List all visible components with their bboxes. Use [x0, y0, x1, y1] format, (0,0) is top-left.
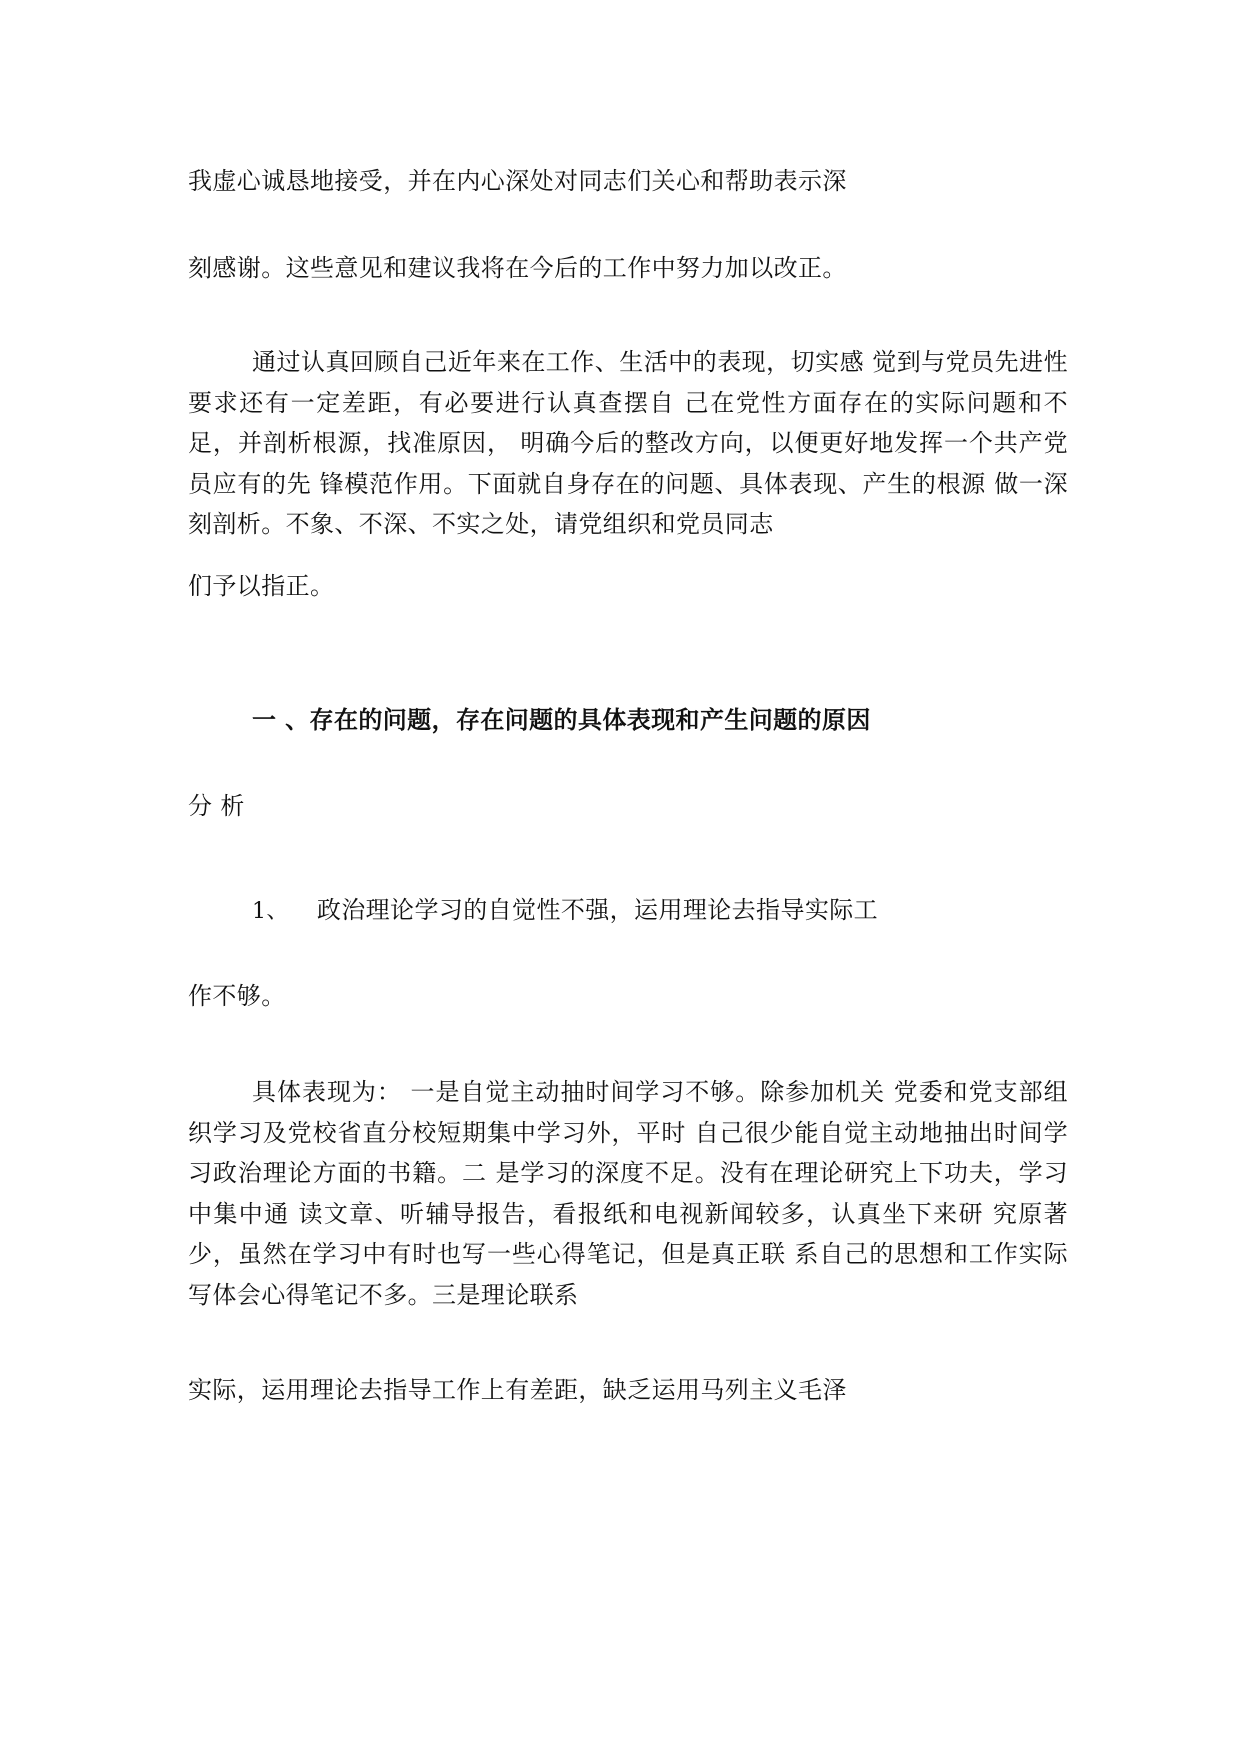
paragraph: 通过认真回顾自己近年来在工作、生活中的表现，切实感 觉到与党员先进性要求还有一定差距，有必要进行认真查摆自 己在党性方面存在的实际问题和不足，并剖析根源，找准原因， 明确今后的整改方向，以便更好地发挥一个共产党员应有的先 锋模范作用。下面就自身存在的问题、具体表现、产生的根源 做一深刻剖析。不象、不深、不实之处，请党组织和党员同志 — [188, 348, 1068, 538]
paragraph-line: 刻感谢。这些意见和建议我将在今后的工作中努力加以改正。 — [188, 254, 847, 282]
list-item-text: 政治理论学习的自觉性不强，运用理论去指导实际工 — [316, 896, 879, 924]
list-item-number: 1、 — [252, 899, 289, 924]
paragraph-line: 们予以指正。 — [188, 572, 335, 600]
section-heading-continuation: 分 析 — [188, 792, 245, 820]
section-heading: 一 、存在的问题，存在问题的具体表现和产生问题的原因 — [252, 706, 871, 734]
list-item-title-continuation: 作不够。 — [188, 982, 286, 1010]
list-item-title — [252, 892, 878, 930]
paragraph-line: 实际，运用理论去指导工作上有差距，缺乏运用马列主义毛泽 — [188, 1376, 847, 1404]
paragraph-line: 我虚心诚恳地接受，并在内心深处对同志们关心和帮助表示深 — [188, 167, 847, 195]
paragraph: 具体表现为： 一是自觉主动抽时间学习不够。除参加机关 党委和党支部组织学习及党校省直分校短期集中学习外，平时 自己很少能自觉主动地抽出时间学习政治理论方面的书籍。二 是学习的深度不足。没有在理论研究上下功夫，学习中集中通 读文章、听辅导报告，看报纸和电视新闻较多，认真坐下来研 究原著少，虽然在学习中有时也写一些心得笔记，但是真正联 系自己的思想和工作实际写体会心得笔记不多。三是理论联系 — [188, 1078, 1068, 1309]
